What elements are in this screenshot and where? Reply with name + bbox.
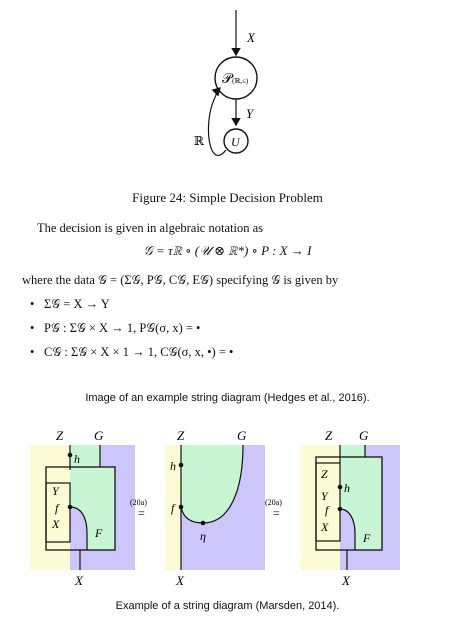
panel-1 (30, 428, 135, 588)
bullet-text: C𝒢 : Σ𝒢 × X × 1 → 1, C𝒢(σ, x, •) = • (44, 345, 234, 359)
bullet-dot: • (30, 297, 35, 311)
label-z: Z (56, 428, 64, 443)
label-F: F (363, 531, 371, 545)
intro-text: The decision is given in algebraic notation as (37, 221, 263, 235)
label-z: Z (177, 428, 185, 443)
decision-diagram (190, 10, 280, 175)
label-g: G (94, 428, 104, 443)
bullet-item (30, 321, 200, 336)
label-h: h (170, 459, 176, 473)
label-x-inner: X (321, 520, 329, 534)
label-eta: η (200, 529, 206, 543)
bullet-text: P𝒢 : Σ𝒢 × X → 1, P𝒢(σ, x) = • (44, 321, 201, 335)
bullet-item (30, 297, 110, 312)
figure-caption: Figure 24: Simple Decision Problem (132, 190, 323, 205)
bullet-dot: • (30, 321, 35, 335)
loop-label: ℝ (194, 134, 204, 148)
label-f: f (325, 503, 329, 517)
label-y: Y (52, 484, 59, 498)
panel-2 (165, 428, 265, 588)
svg-text:(20a): (20a) (130, 498, 147, 507)
edge-label: Y (246, 106, 254, 121)
svg-text:=: = (273, 506, 280, 520)
label-F: F (95, 526, 103, 540)
label-h: h (74, 452, 80, 466)
svg-text:=: = (138, 506, 145, 520)
label-y: Y (321, 489, 328, 503)
input-label: X (247, 30, 255, 45)
label-x-bottom: X (176, 573, 184, 588)
equation-2 (265, 498, 282, 520)
label-x-inner: X (52, 517, 60, 531)
label-g: G (237, 428, 247, 443)
string-diagram (25, 425, 435, 590)
label-x-bottom: X (75, 573, 83, 588)
label-h: h (344, 481, 350, 495)
where-text: where the data 𝒢 = (Σ𝒢, P𝒢, C𝒢, E𝒢) specifying 𝒢 is given by (22, 273, 339, 287)
node-bottom-label: U (231, 135, 240, 149)
bullet-dot: • (30, 345, 35, 359)
label-z-inner: Z (321, 467, 328, 481)
bullet-item (30, 345, 233, 360)
loop-wire (208, 88, 226, 155)
caption-marsden: Example of a string diagram (Marsden, 2014). (115, 600, 340, 612)
panel-3 (300, 428, 400, 588)
caption-hedges: Image of an example string diagram (Hedges et al., 2016). (85, 392, 370, 404)
label-f: f (55, 501, 59, 515)
label-z: Z (325, 428, 333, 443)
bullet-text: Σ𝒢 = X → Y (44, 297, 110, 311)
node-top-label: 𝒫(ℝ,≤) (222, 72, 249, 87)
formula: 𝒢 = τℝ ∘ (𝒰 ⊗ ℝ*) ∘ P : X → I (143, 243, 312, 258)
label-x-bottom: X (342, 573, 350, 588)
label-f: f (171, 501, 175, 515)
label-g: G (359, 428, 369, 443)
svg-text:(20a): (20a) (265, 498, 282, 507)
